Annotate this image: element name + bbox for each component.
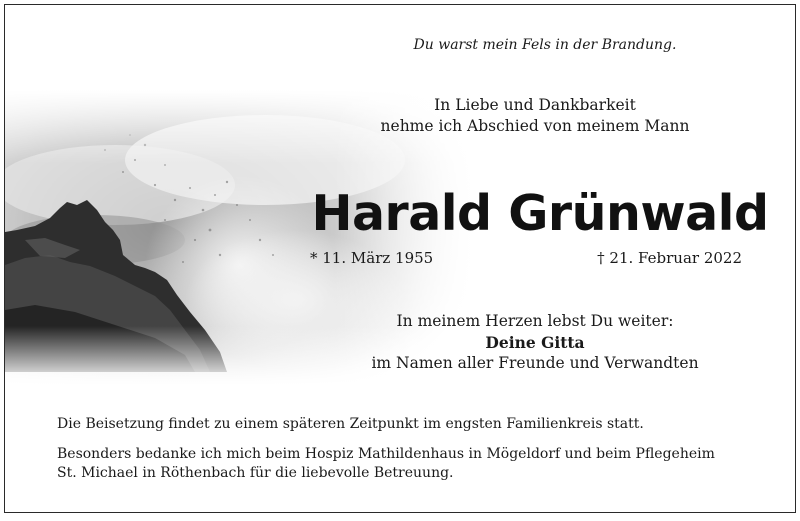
birth-date: * 11. März 1955	[310, 249, 434, 267]
intro-line-1: In Liebe und Dankbarkeit	[434, 96, 636, 114]
intro-text	[305, 95, 765, 137]
deceased-name: Harald Grünwald	[311, 185, 769, 242]
thanks-note	[57, 445, 757, 483]
notes-section	[57, 415, 757, 494]
death-date: † 21. Februar 2022	[597, 249, 742, 267]
closing-text	[305, 311, 765, 374]
obituary-card	[4, 4, 796, 513]
closing-line-1: In meinem Herzen lebst Du weiter:	[396, 312, 674, 330]
burial-note: Die Beisetzung findet zu einem späteren Zeitpunkt im engsten Familienkreis statt.	[57, 416, 644, 432]
signature: Deine Gitta	[485, 333, 585, 352]
thanks-line-1: Besonders bedanke ich mich beim Hospiz Mathildenhaus in Mögeldorf und beim Pflegeheim	[57, 446, 715, 462]
closing-line-3: im Namen aller Freunde und Verwandten	[371, 354, 699, 372]
intro-line-2: nehme ich Abschied von meinem Mann	[380, 117, 690, 135]
motto-quote: Du warst mein Fels in der Brandung.	[413, 37, 677, 53]
thanks-line-2: St. Michael in Röthenbach für die liebevolle Betreuung.	[57, 465, 454, 481]
